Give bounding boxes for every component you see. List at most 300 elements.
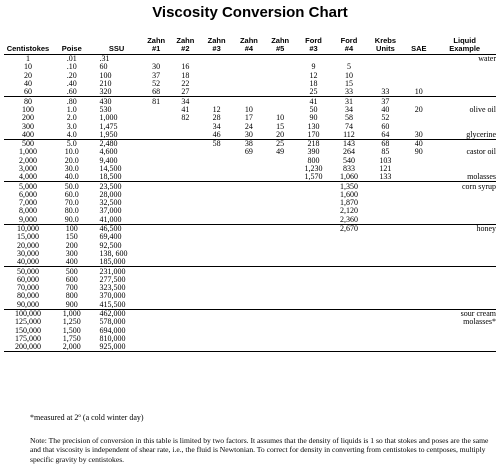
- table-cell: [367, 258, 405, 267]
- table-cell: [404, 114, 433, 122]
- table-cell: 370,000: [99, 291, 126, 301]
- table-cell: [404, 55, 433, 64]
- table-cell: [433, 233, 496, 241]
- table-cell: [142, 207, 171, 215]
- table-cell: [233, 242, 264, 250]
- table-cell: [171, 309, 200, 318]
- table-cell: [142, 122, 171, 130]
- table-cell: 323,500: [99, 283, 126, 293]
- table-cell: 37: [152, 70, 161, 80]
- table-cell: .31: [99, 54, 110, 64]
- column-header: [433, 31, 496, 55]
- table-cell: 5.0: [52, 139, 92, 148]
- table-cell: [142, 276, 171, 284]
- table-cell: molasses*: [463, 317, 496, 327]
- table-cell: [233, 250, 264, 258]
- table-cell: 1,950: [99, 129, 118, 139]
- table-cell: water: [478, 54, 496, 64]
- table-cell: 300: [21, 121, 34, 131]
- table-cell: 28: [212, 113, 221, 123]
- table-cell: [200, 267, 233, 276]
- table-cell: [200, 88, 233, 97]
- table-cell: [265, 88, 296, 97]
- table-cell: 68: [367, 139, 405, 148]
- table-cell: [171, 335, 200, 343]
- table-cell: [331, 284, 366, 292]
- table-cell: [171, 148, 200, 156]
- table-cell: molasses: [467, 172, 496, 182]
- table-cell: [433, 292, 496, 300]
- table-cell: [433, 327, 496, 335]
- table-cell: [200, 80, 233, 88]
- table-cell: [142, 182, 171, 191]
- table-cell: 277,500: [99, 274, 126, 284]
- table-cell: 9,400: [99, 155, 118, 165]
- table-cell: [142, 242, 171, 250]
- table-cell: [367, 301, 405, 310]
- table-row: [4, 343, 496, 352]
- table-cell: [433, 88, 496, 97]
- table-cell: [233, 157, 264, 165]
- table-cell: 12: [212, 104, 221, 114]
- table-row: [4, 292, 496, 300]
- table-cell: 20: [276, 129, 285, 139]
- table-cell: 34: [212, 121, 221, 131]
- table-cell: [296, 242, 331, 250]
- table-cell: [171, 216, 200, 225]
- table-cell: [171, 157, 200, 165]
- table-cell: [404, 233, 433, 241]
- table-cell: 1,475: [99, 121, 118, 131]
- table-cell: 1,000: [52, 309, 92, 318]
- table-cell: [367, 292, 405, 300]
- table-cell: [331, 233, 366, 241]
- table-cell: [367, 63, 405, 71]
- column-header-line: Zahn: [239, 36, 258, 45]
- table-cell: [433, 157, 496, 165]
- table-cell: 1.0: [66, 104, 77, 114]
- column-header: [367, 31, 405, 55]
- table-row: [4, 55, 496, 64]
- table-cell: [404, 276, 433, 284]
- table-cell: [404, 309, 433, 318]
- table-cell: [233, 309, 264, 318]
- table-cell: [233, 267, 264, 276]
- table-cell: 9,000: [18, 214, 37, 224]
- table-cell: [404, 72, 433, 80]
- table-cell: [171, 292, 200, 300]
- table-cell: 10: [276, 113, 285, 123]
- table-cell: [171, 284, 200, 292]
- table-cell: [142, 292, 171, 300]
- table-cell: 30.0: [64, 164, 79, 173]
- table-cell: 100: [52, 224, 92, 233]
- table-cell: [200, 148, 233, 156]
- table-cell: [433, 335, 496, 343]
- table-cell: [171, 301, 200, 310]
- table-cell: [331, 327, 366, 335]
- table-cell: 833: [342, 164, 355, 173]
- table-cell: [296, 224, 331, 233]
- table-cell: [331, 276, 366, 284]
- table-row: [4, 276, 496, 284]
- table-cell: [296, 216, 331, 225]
- table-cell: 400: [65, 257, 78, 267]
- table-cell: 1,870: [339, 198, 358, 208]
- table-cell: [367, 191, 405, 199]
- table-cell: [233, 301, 264, 310]
- table-cell: [367, 284, 405, 292]
- table-cell: [367, 224, 405, 233]
- table-cell: 6,000: [18, 189, 37, 199]
- table-cell: [171, 139, 200, 148]
- table-cell: [331, 318, 366, 326]
- table-cell: 4,600: [99, 147, 118, 157]
- table-cell: 52: [152, 79, 161, 89]
- table-cell: [233, 199, 264, 207]
- table-cell: [433, 199, 496, 207]
- table-row: [4, 173, 496, 182]
- table-cell: 69: [244, 147, 253, 157]
- table-cell: 143: [331, 139, 366, 148]
- table-cell: .20: [66, 70, 77, 80]
- column-header-line: Zahn: [176, 36, 195, 45]
- table-cell: [265, 258, 296, 267]
- table-cell: [404, 250, 433, 258]
- column-header: [142, 31, 171, 55]
- table-cell: 80: [4, 97, 52, 106]
- table-cell: 33: [344, 87, 353, 97]
- table-cell: [433, 284, 496, 292]
- table-cell: 20: [414, 104, 423, 114]
- table-cell: olive oil: [469, 104, 496, 114]
- table-cell: [142, 250, 171, 258]
- table-cell: [367, 318, 405, 326]
- table-cell: [200, 165, 233, 173]
- table-cell: [367, 250, 405, 258]
- table-cell: [265, 309, 296, 318]
- table-cell: 9: [311, 62, 316, 72]
- table-cell: [233, 80, 264, 88]
- table-cell: 80.0: [64, 206, 79, 216]
- table-cell: 37: [367, 97, 405, 106]
- table-cell: [433, 250, 496, 258]
- table-cell: [142, 327, 171, 335]
- table-cell: [142, 343, 171, 352]
- table-cell: [331, 301, 366, 310]
- table-cell: [233, 276, 264, 284]
- table-cell: [200, 292, 233, 300]
- column-header-line: Ford: [340, 36, 358, 45]
- table-cell: [367, 343, 405, 352]
- table-cell: 90: [414, 147, 423, 157]
- table-cell: [296, 191, 331, 199]
- table-cell: 200: [21, 113, 34, 123]
- table-cell: [404, 63, 433, 71]
- table-cell: 10: [244, 104, 253, 114]
- table-cell: [433, 343, 496, 352]
- table-cell: [142, 224, 171, 233]
- table-cell: [296, 276, 331, 284]
- table-cell: [233, 191, 264, 199]
- table-cell: 2,000: [18, 155, 37, 165]
- column-header: [404, 31, 433, 55]
- table-cell: [265, 318, 296, 326]
- column-header-line: #3: [309, 44, 318, 53]
- table-cell: 210: [99, 79, 112, 89]
- table-cell: [142, 258, 171, 267]
- table-cell: 264: [342, 147, 355, 157]
- table-cell: [200, 258, 233, 267]
- table-cell: 64: [381, 129, 390, 139]
- table-cell: [265, 267, 296, 276]
- table-cell: 80,000: [16, 291, 39, 301]
- table-cell: [331, 242, 366, 250]
- table-cell: 17: [244, 113, 253, 123]
- table-cell: [171, 131, 200, 140]
- table-cell: [233, 72, 264, 80]
- table-cell: [433, 242, 496, 250]
- table-cell: [142, 165, 171, 173]
- table-cell: [200, 199, 233, 207]
- table-cell: [142, 157, 171, 165]
- table-cell: [142, 335, 171, 343]
- table-cell: [200, 343, 233, 352]
- table-cell: 800: [307, 155, 320, 165]
- table-cell: 33: [381, 87, 390, 97]
- column-header: [171, 31, 200, 55]
- table-cell: 34: [171, 97, 200, 106]
- table-cell: 415,500: [99, 299, 126, 309]
- table-cell: 175,000: [14, 333, 41, 343]
- table-cell: [142, 233, 171, 241]
- table-cell: 90,000: [16, 299, 39, 309]
- table-row: [4, 233, 496, 241]
- table-cell: [265, 335, 296, 343]
- table-cell: 46,500: [92, 224, 142, 233]
- table-cell: [233, 88, 264, 97]
- table-cell: [200, 309, 233, 318]
- column-header-line: #4: [344, 44, 354, 53]
- table-cell: [200, 72, 233, 80]
- table-cell: 41: [181, 104, 190, 114]
- table-cell: [433, 114, 496, 122]
- table-cell: [404, 157, 433, 165]
- table-cell: [200, 55, 233, 64]
- table-cell: 430: [92, 97, 142, 106]
- table-cell: [296, 343, 331, 352]
- table-cell: [171, 122, 200, 130]
- table-cell: 1,750: [62, 333, 81, 343]
- table-cell: 81: [142, 97, 171, 106]
- table-cell: [200, 284, 233, 292]
- table-cell: [404, 242, 433, 250]
- table-cell: [171, 327, 200, 335]
- table-cell: [265, 233, 296, 241]
- table-cell: [265, 284, 296, 292]
- table-cell: [200, 216, 233, 225]
- table-cell: 30: [414, 129, 423, 139]
- table-cell: 1,000: [18, 147, 37, 157]
- table-cell: [433, 80, 496, 88]
- table-cell: [142, 139, 171, 148]
- note-text: Note: The precision of conversion in this table is limited by two factors. It assumes that the density of liquids is 1 so that stokes and poses are the same and that viscosity is independent of shear rate, i.e., the fluid is Newtonian. To correct for density in converting from centistokes to centposes, multiply specific gravity by centistokes.: [30, 436, 489, 464]
- column-header-line: #5: [275, 44, 285, 53]
- table-cell: 50: [309, 104, 318, 114]
- table-cell: .80: [52, 97, 92, 106]
- table-cell: [142, 148, 171, 156]
- column-header-line: Units: [376, 44, 395, 53]
- column-header-line: #1: [151, 44, 161, 53]
- table-cell: [296, 207, 331, 215]
- table-cell: [433, 207, 496, 215]
- table-cell: [142, 267, 171, 276]
- table-cell: 578,000: [99, 317, 126, 327]
- table-cell: .60: [66, 87, 77, 97]
- table-cell: 200,000: [4, 343, 52, 352]
- table-cell: [171, 250, 200, 258]
- table-cell: 100,000: [4, 309, 52, 318]
- table-cell: 16: [181, 62, 190, 72]
- table-cell: [171, 224, 200, 233]
- table-cell: 133: [379, 172, 392, 182]
- table-cell: [404, 327, 433, 335]
- table-cell: [265, 199, 296, 207]
- table-cell: 30: [244, 129, 253, 139]
- table-cell: [200, 276, 233, 284]
- table-cell: [367, 216, 405, 225]
- table-cell: 38: [233, 139, 264, 148]
- table-cell: 20: [23, 70, 32, 80]
- column-header-line: Krebs: [374, 36, 397, 45]
- table-cell: [265, 327, 296, 335]
- table-cell: [404, 284, 433, 292]
- table-cell: [296, 258, 331, 267]
- table-cell: [296, 233, 331, 241]
- column-header-line: Zahn: [271, 36, 290, 45]
- table-cell: 170: [307, 129, 320, 139]
- column-header-line: Zahn: [207, 36, 226, 45]
- table-cell: [404, 258, 433, 267]
- table-cell: 103: [379, 155, 392, 165]
- table-cell: 3.0: [66, 121, 77, 131]
- table-cell: 20,000: [16, 240, 39, 250]
- table-cell: [296, 318, 331, 326]
- table-cell: [200, 182, 233, 191]
- table-cell: [200, 301, 233, 310]
- table-cell: 112: [343, 129, 355, 139]
- table-cell: 90: [309, 113, 318, 123]
- column-header-line: SSU: [108, 44, 125, 53]
- table-cell: 130: [307, 121, 320, 131]
- table-cell: [404, 292, 433, 300]
- table-cell: 58: [344, 113, 353, 123]
- table-cell: 3,000: [18, 164, 37, 173]
- table-cell: 4,000: [18, 172, 37, 182]
- table-cell: 15: [276, 121, 285, 131]
- table-row: [4, 250, 496, 258]
- table-cell: 300: [65, 248, 78, 258]
- table-cell: [200, 191, 233, 199]
- table-cell: [233, 233, 264, 241]
- table-row: [4, 224, 496, 233]
- column-header: [296, 31, 331, 55]
- table-cell: [296, 250, 331, 258]
- table-cell: 60,000: [16, 274, 39, 284]
- table-cell: [233, 55, 264, 64]
- table-cell: [331, 292, 366, 300]
- table-cell: 10: [414, 87, 423, 97]
- table-cell: [233, 173, 264, 182]
- table-cell: [404, 165, 433, 173]
- table-cell: [433, 63, 496, 71]
- table-cell: .10: [66, 62, 77, 72]
- table-cell: [200, 335, 233, 343]
- table-cell: [233, 165, 264, 173]
- table-cell: [367, 335, 405, 343]
- table-cell: 462,000: [92, 309, 142, 318]
- table-cell: [367, 199, 405, 207]
- table-cell: [265, 80, 296, 88]
- table-row: [4, 216, 496, 225]
- table-cell: [433, 72, 496, 80]
- table-cell: [265, 157, 296, 165]
- table-cell: [233, 318, 264, 326]
- table-cell: [265, 97, 296, 106]
- table-cell: 37,000: [99, 206, 122, 216]
- table-row: [4, 284, 496, 292]
- table-cell: 2,000: [52, 343, 92, 352]
- column-header-line: SAE: [411, 44, 427, 53]
- table-cell: [404, 224, 433, 233]
- table-cell: 600: [65, 274, 78, 284]
- table-cell: [404, 191, 433, 199]
- table-cell: 58: [200, 139, 233, 148]
- table-cell: [200, 327, 233, 335]
- table-cell: [171, 173, 200, 182]
- table-cell: 60.0: [64, 189, 79, 199]
- table-cell: [265, 207, 296, 215]
- table-cell: [331, 335, 366, 343]
- table-cell: 530: [99, 104, 112, 114]
- table-cell: [367, 207, 405, 215]
- table-cell: 70.0: [64, 198, 79, 208]
- table-cell: 40: [23, 79, 32, 89]
- table-cell: [367, 276, 405, 284]
- table-cell: [296, 292, 331, 300]
- column-header-line: Zahn: [147, 36, 166, 45]
- table-cell: [331, 258, 366, 267]
- table-cell: 185,000: [99, 257, 126, 267]
- table-cell: 100: [21, 104, 34, 114]
- table-cell: 121: [379, 164, 392, 173]
- column-header: [200, 31, 233, 55]
- table-row: [4, 88, 496, 97]
- table-cell: [265, 173, 296, 182]
- table-cell: [233, 207, 264, 215]
- table-cell: 18: [309, 79, 318, 89]
- column-header-line: #2: [181, 44, 190, 53]
- table-cell: 50,000: [4, 267, 52, 276]
- table-cell: [200, 318, 233, 326]
- table-cell: glycerine: [466, 129, 496, 139]
- table-cell: [404, 173, 433, 182]
- table-cell: 30,000: [16, 248, 39, 258]
- table-cell: [367, 233, 405, 241]
- table-cell: 49: [276, 147, 285, 157]
- table-cell: corn syrup: [433, 182, 496, 191]
- table-cell: 10.0: [64, 147, 79, 157]
